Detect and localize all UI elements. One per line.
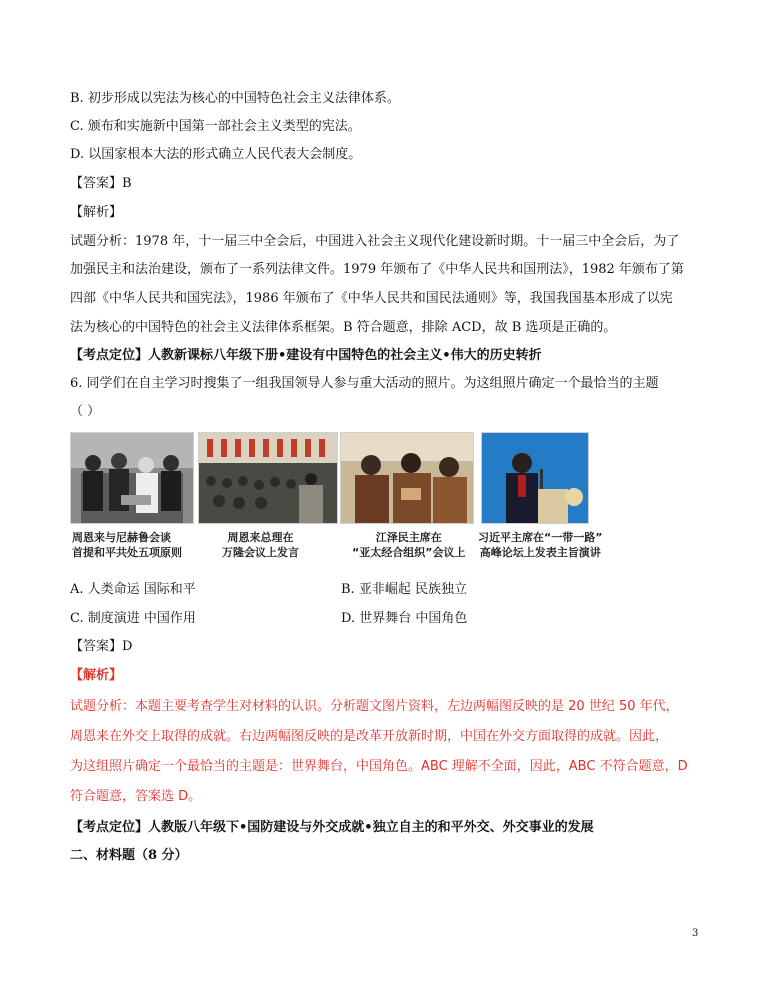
q6-stem: 6. 同学们在自主学习时搜集了一组我国领导人参与重大活动的照片。为这组照片确定一个最恰当的主题 (70, 376, 659, 391)
q5-analysis-line: 四部《中华人民共和国宪法》，1986 年颁布了《中华人民共和国民法通则》等，我国我国基本形成了以宪 (70, 291, 673, 306)
q5-analysis-line: 法为核心的中国特色的社会主义法律体系框架。B 符合题意，排除 ACD，故 B 选项是正确的。 (70, 320, 617, 335)
q6-option-a: A. 人类命运 国际和平 (70, 582, 196, 597)
q6-analysis-line: 符合题意，答案选 D。 (70, 789, 202, 804)
q6-analysis-heading: 【解析】 (70, 668, 123, 683)
q5-analysis-line: 试题分析：1978 年，十一届三中全会后，中国进入社会主义现代化建设新时期。十一届三中全会后，为了 (70, 234, 680, 249)
q6-analysis-line: 周恩来在外交上取得的成就。右边两幅图反映的是改革开放新时期，中国在外交方面取得的成就。因此， (70, 729, 669, 744)
photo-belt-and-road-forum (481, 432, 589, 524)
q6-bracket: （ ） (70, 404, 101, 419)
page-number: 3 (692, 928, 699, 939)
photo-apec-meeting (340, 432, 474, 524)
q6-analysis-line: 为这组照片确定一个最恰当的主题是：世界舞台，中国角色。ABC 理解不全面，因此，ABC 不符合题意，D (70, 759, 688, 774)
q5-kaodian: 【考点定位】人教新课标八年级下册•建设有中国特色的社会主义•伟大的历史转折 (70, 348, 542, 363)
photo-caption: 习近平主席在“一带一路” 高峰论坛上发表主旨演讲 (478, 531, 603, 559)
q5-analysis-line: 加强民主和法治建设，颁布了一系列法律文件。1979 年颁布了《中华人民共和国刑法》，1982 年颁布了第 (70, 262, 684, 277)
q6-option-d: D. 世界舞台 中国角色 (341, 611, 468, 626)
photo-caption: 周恩来与尼赫鲁会谈 首提和平共处五项原则 (72, 531, 182, 559)
q6-analysis-line: 试题分析：本题主要考查学生对材料的认识。分析题文图片资料，左边两幅图反映的是 20 世纪 50 年代， (70, 699, 679, 714)
q6-kaodian: 【考点定位】人教版八年级下•国防建设与外交成就•独立自主的和平外交、外交事业的发展 (70, 820, 594, 835)
section-heading: 二、材料题（8 分） (70, 848, 188, 863)
photo-zhou-nehru (70, 432, 194, 524)
photo-caption: 江泽民主席在 “亚太经合组织”会议上 (352, 531, 466, 559)
q5-option-b: B. 初步形成以宪法为核心的中国特色社会主义法律体系。 (70, 91, 400, 106)
q6-answer: 【答案】D (70, 639, 133, 654)
q5-answer: 【答案】B (70, 176, 132, 191)
q6-option-c: C. 制度演进 中国作用 (70, 611, 196, 626)
photo-caption: 周恩来总理在 万隆会议上发言 (222, 531, 299, 559)
photo-bandung-conference (198, 432, 338, 524)
q5-analysis-heading: 【解析】 (70, 205, 123, 220)
q6-option-b: B. 亚非崛起 民族独立 (341, 582, 467, 597)
q5-option-d: D. 以国家根本大法的形式确立人民代表大会制度。 (70, 147, 362, 162)
q5-option-c: C. 颁布和实施新中国第一部社会主义类型的宪法。 (70, 119, 361, 134)
